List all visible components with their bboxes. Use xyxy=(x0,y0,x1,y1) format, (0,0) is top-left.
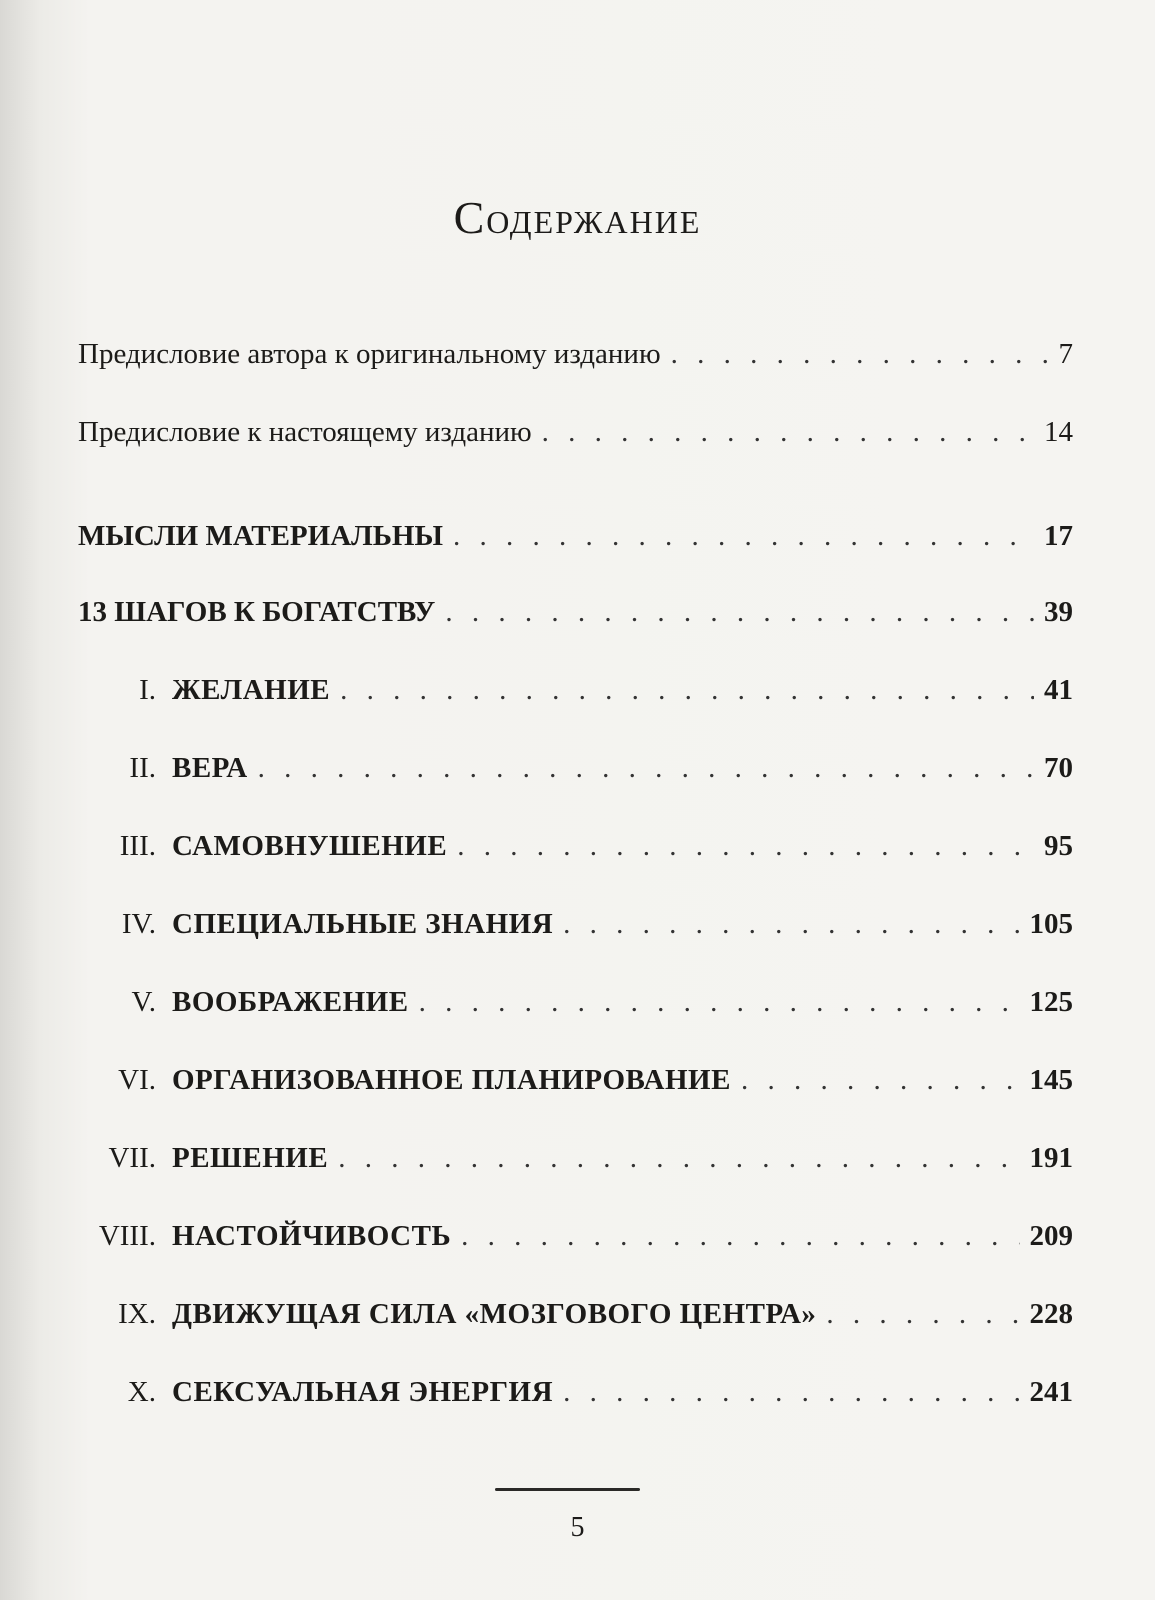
chapter-number: IX. xyxy=(118,1298,156,1330)
leader-dots xyxy=(671,338,1049,371)
toc-entry[interactable] xyxy=(78,1298,1073,1348)
leader-dots xyxy=(457,830,1034,863)
toc-entry-page: 14 xyxy=(1044,416,1073,448)
toc-entry[interactable] xyxy=(78,520,1073,570)
leader-dots xyxy=(461,1220,1019,1253)
toc-entry-page: 41 xyxy=(1044,674,1073,706)
leader-dots xyxy=(453,520,1034,553)
chapter-number: VIII. xyxy=(98,1220,156,1252)
toc-entry-page: 145 xyxy=(1029,1064,1073,1096)
toc-entry[interactable] xyxy=(78,908,1073,958)
toc-entry[interactable] xyxy=(78,1142,1073,1192)
toc-entry-title: МЫСЛИ МАТЕРИАЛЬНЫ xyxy=(78,520,443,552)
toc-entry[interactable] xyxy=(78,674,1073,724)
toc-entry-page: 125 xyxy=(1029,986,1073,1018)
toc-entry-title: ВЕРА xyxy=(172,752,248,784)
toc-entry-page: 241 xyxy=(1029,1376,1073,1408)
leader-dots xyxy=(258,752,1034,785)
toc-entry-page: 17 xyxy=(1044,520,1073,552)
page-title: Содержание xyxy=(453,191,702,243)
toc-entry-title: 13 ШАГОВ К БОГАТСТВУ xyxy=(78,596,436,628)
toc-entry-title: СПЕЦИАЛЬНЫЕ ЗНАНИЯ xyxy=(172,908,554,940)
toc-entry-page: 7 xyxy=(1058,338,1073,370)
leader-dots xyxy=(826,1298,1019,1331)
toc-entry-title: РЕШЕНИЕ xyxy=(172,1142,329,1174)
leader-dots xyxy=(340,674,1034,707)
toc-entry[interactable] xyxy=(78,830,1073,880)
toc-entry-title: Предисловие автора к оригинальному изданию xyxy=(78,338,661,370)
chapter-number: VI. xyxy=(118,1064,156,1096)
toc-entry-page: 209 xyxy=(1029,1220,1073,1252)
toc-entry-title: ВООБРАЖЕНИЕ xyxy=(172,986,409,1018)
toc-entry-page: 191 xyxy=(1029,1142,1073,1174)
chapter-number: II. xyxy=(129,752,156,784)
toc-entry[interactable] xyxy=(78,752,1073,802)
toc-entry[interactable] xyxy=(78,338,1073,388)
toc-entry[interactable] xyxy=(78,1220,1073,1270)
leader-dots xyxy=(542,416,1034,449)
chapter-number: VII. xyxy=(108,1142,156,1174)
toc-entry-page: 70 xyxy=(1044,752,1073,784)
toc-entry-page: 105 xyxy=(1029,908,1073,940)
toc-entry[interactable] xyxy=(78,986,1073,1036)
toc-entry-title: ОРГАНИЗОВАННОЕ ПЛАНИРОВАНИЕ xyxy=(172,1064,731,1096)
toc-entry-title: НАСТОЙЧИВОСТЬ xyxy=(172,1220,452,1252)
chapter-number: I. xyxy=(139,674,156,706)
page-number: 5 xyxy=(570,1512,585,1543)
leader-dots xyxy=(445,596,1034,629)
toc-entry[interactable] xyxy=(78,1376,1073,1426)
toc-entry[interactable] xyxy=(78,1064,1073,1114)
toc-entry-page: 228 xyxy=(1029,1298,1073,1330)
toc-entry-title: СЕКСУАЛЬНАЯ ЭНЕРГИЯ xyxy=(172,1376,554,1408)
chapter-number: III. xyxy=(119,830,156,862)
chapter-number: X. xyxy=(127,1376,156,1408)
toc-entry-title: САМОВНУШЕНИЕ xyxy=(172,830,448,862)
leader-dots xyxy=(338,1142,1019,1175)
leader-dots xyxy=(563,908,1019,941)
toc-entry[interactable] xyxy=(78,416,1073,466)
toc-entry-title: Предисловие к настоящему изданию xyxy=(78,416,532,448)
leader-dots xyxy=(563,1376,1019,1409)
leader-dots xyxy=(419,986,1020,1019)
chapter-number: V. xyxy=(131,986,156,1018)
toc-entry-page: 95 xyxy=(1044,830,1073,862)
toc-entry-page: 39 xyxy=(1044,596,1073,628)
footer-rule xyxy=(495,1488,640,1491)
toc-entry-title: ЖЕЛАНИЕ xyxy=(172,674,331,706)
leader-dots xyxy=(741,1064,1020,1097)
toc-entry-title: ДВИЖУЩАЯ СИЛА «МОЗГОВОГО ЦЕНТРА» xyxy=(172,1298,817,1330)
toc-entry[interactable] xyxy=(78,596,1073,646)
chapter-number: IV. xyxy=(121,908,156,940)
